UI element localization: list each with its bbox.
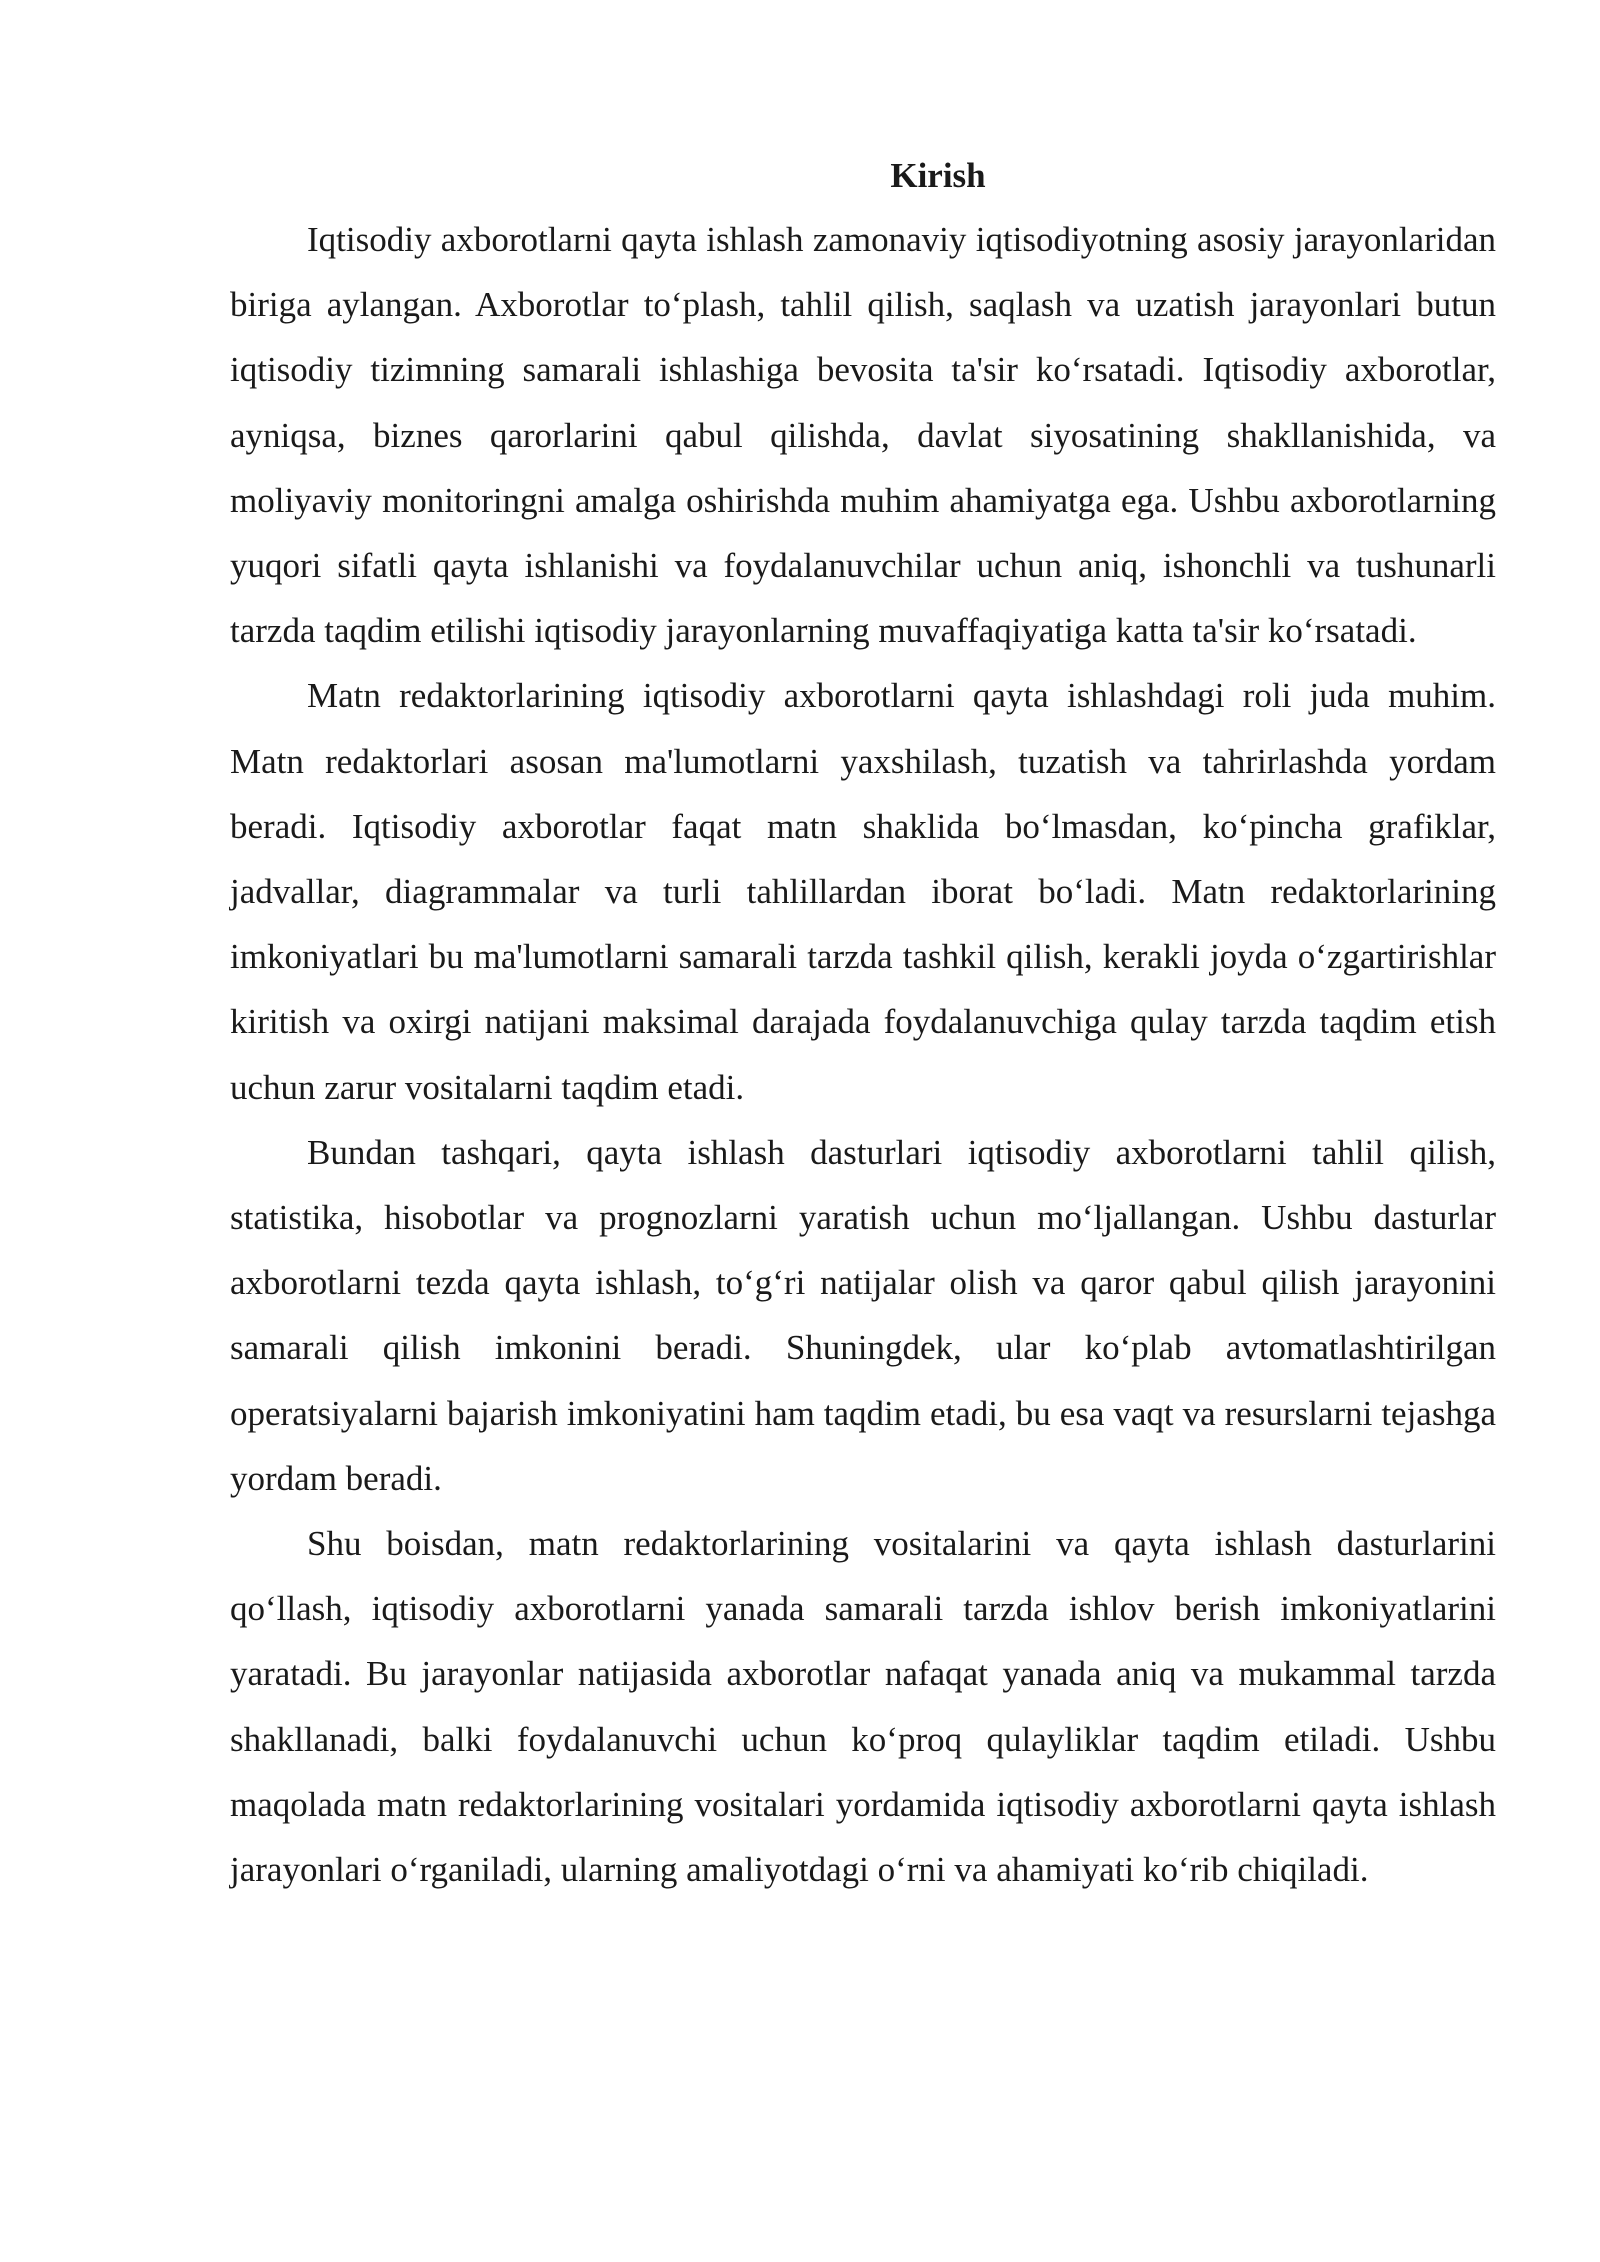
paragraph-3: Bundan tashqari, qayta ishlash dasturlari iqtisodiy axborotlarni tahlil qilish, statistika, hisobotlar va prognozlarni yaratish uchun mo‘ljallangan. Ushbu dasturlar axborotlarni tezda qayta ishlash, to‘g‘ri natijalar olish va qaror qabul qilish jarayonini samarali qilish imkonini beradi. Shuningdek, ular ko‘plab avtomatlashtirilgan operatsiyalarni bajarish imkoniyatini ham taqdim etadi, bu esa vaqt va resurslarni tejashga yordam beradi.	[230, 1132, 1496, 1498]
paragraph-4: Shu boisdan, matn redaktorlarining vositalarini va qayta ishlash dasturlarini qo‘llash, iqtisodiy axborotlarni yanada samarali tarzda ishlov berish imkoniyatlarini yaratadi. Bu jarayonlar natijasida axborotlar nafaqat yanada aniq va mukammal tarzda shakllanadi, balki foydalanuvchi uchun ko‘proq qulayliklar taqdim etiladi. Ushbu maqolada matn redaktorlarining vositalari yordamida iqtisodiy axborotlarni qayta ishlash jarayonlari o‘rganiladi, ularning amaliyotdagi o‘rni va ahamiyati ko‘rib chiqiladi.	[230, 1524, 1496, 1890]
paragraph-2: Matn redaktorlarining iqtisodiy axborotlarni qayta ishlashdagi roli juda muhim. Matn redaktorlari asosan ma'lumotlarni yaxshilash, tuzatish va tahrirlashda yordam beradi. Iqtisodiy axborotlar faqat matn shaklida bo‘lmasdan, ko‘pincha grafiklar, jadvallar, diagrammalar va turli tahlillardan iborat bo‘ladi. Matn redaktorlarining imkoniyatlari bu ma'lumotlarni samarali tarzda tashkil qilish, kerakli joyda o‘zgartirishlar kiritish va oxirgi natijani maksimal darajada foydalanuvchiga qulay tarzda taqdim etish uchun zarur vositalarni taqdim etadi.	[230, 676, 1496, 1107]
document-body	[230, 145, 1496, 1902]
section-title: Kirish	[890, 156, 986, 195]
paragraph-1: Iqtisodiy axborotlarni qayta ishlash zamonaviy iqtisodiyotning asosiy jarayonlaridan biriga aylangan. Axborotlar to‘plash, tahlil qilish, saqlash va uzatish jarayonlari butun iqtisodiy tizimning samarali ishlashiga bevosita ta'sir ko‘rsatadi. Iqtisodiy axborotlar, ayniqsa, biznes qarorlarini qabul qilishda, davlat siyosatining shakllanishida, va moliyaviy monitoringni amalga oshirishda muhim ahamiyatga ega. Ushbu axborotlarning yuqori sifatli qayta ishlanishi va foydalanuvchilar uchun aniq, ishonchli va tushunarli tarzda taqdim etilishi iqtisodiy jarayonlarning muvaffaqiyatiga katta ta'sir ko‘rsatadi.	[230, 220, 1496, 651]
